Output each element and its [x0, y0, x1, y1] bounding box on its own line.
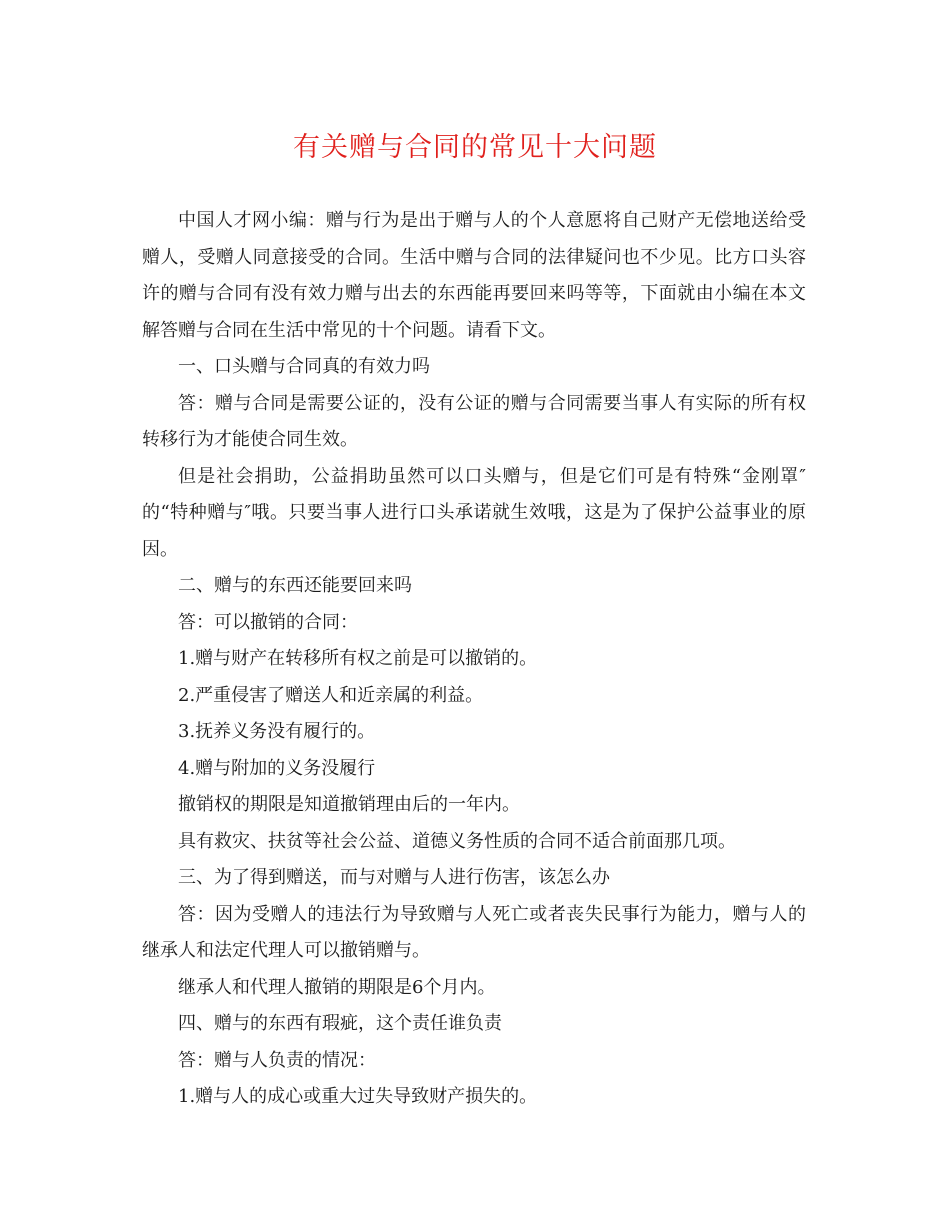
list-item: 1.赠与财产在转移所有权之前是可以撤销的。: [178, 648, 538, 669]
answer-paragraph: 答：可以撤销的合同：: [178, 611, 358, 633]
body-paragraph: 但是社会捐助，公益捐助虽然可以口头赠与，但是它们可是有特殊“金刚罩″的“特种赠与″哦。只要当事人进行口头承诺就生效哦，这是为了保护公益事业的原因。: [142, 465, 806, 560]
body-paragraph: 具有救灾、扶贫等社会公益、道德义务性质的合同不适合前面那几项。: [178, 830, 736, 852]
answer-paragraph: 答：因为受赠人的违法行为导致赠与人死亡或者丧失民事行为能力，赠与人的继承人和法定代理人可以撤销赠与。: [142, 903, 806, 961]
section-heading-3: 三、为了得到赠送，而与对赠与人进行伤害，该怎么办: [178, 867, 610, 888]
intro-paragraph: 中国人才网小编：赠与行为是出于赠与人的个人意愿将自己财产无偿地送给受赠人，受赠人同意接受的合同。生活中赠与合同的法律疑问也不少见。比方口头容许的赠与合同有没有效力赠与出去的东西能再要回来吗等等，下面就由小编在本文解答赠与合同在生活中常见的十个问题。请看下文。: [142, 210, 806, 341]
list-item: 2.严重侵害了赠送人和近亲属的利益。: [178, 684, 484, 706]
answer-paragraph: 答：赠与人负责的情况：: [178, 1049, 376, 1071]
list-item: 4.赠与附加的义务没履行: [178, 757, 376, 779]
answer-paragraph: 答：赠与合同是需要公证的，没有公证的赠与合同需要当事人有实际的所有权转移行为才能使合同生效。: [142, 392, 806, 450]
section-heading-2: 二、赠与的东西还能要回来吗: [178, 575, 412, 596]
section-heading-4: 四、赠与的东西有瑕疵，这个责任谁负责: [178, 1013, 502, 1034]
section-heading-1: 一、口头赠与合同真的有效力吗: [178, 356, 430, 377]
document-body: [142, 203, 806, 1116]
body-paragraph: 继承人和代理人撤销的期限是6个月内。: [178, 976, 496, 998]
document-title: 有关赠与合同的常见十大问题: [293, 132, 657, 163]
body-paragraph: 撤销权的期限是知道撤销理由后的一年内。: [178, 794, 520, 815]
list-item: 3.抚养义务没有履行的。: [178, 721, 376, 742]
list-item: 1.赠与人的成心或重大过失导致财产损失的。: [178, 1086, 538, 1107]
